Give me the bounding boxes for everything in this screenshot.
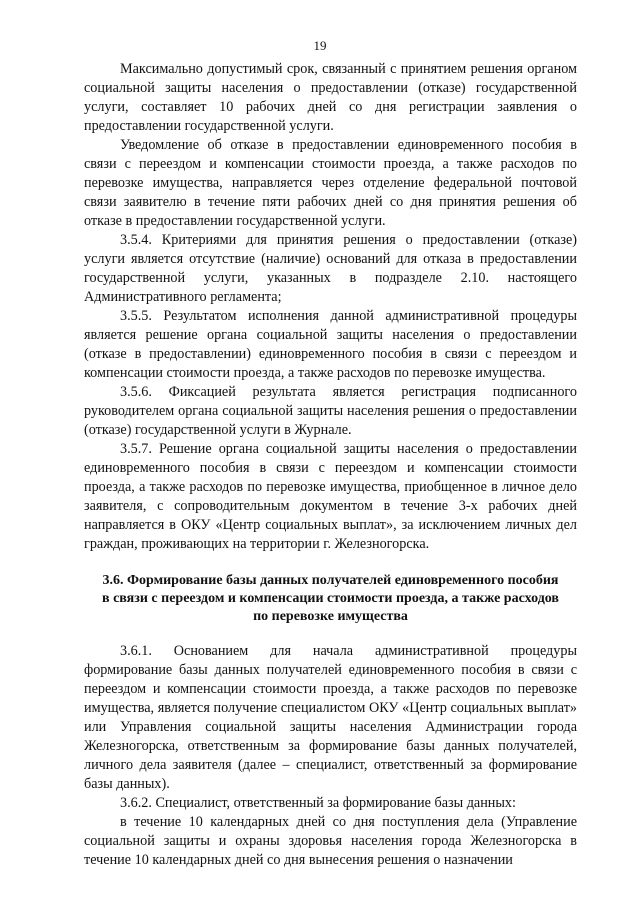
document-body	[84, 60, 577, 870]
paragraph-refusal-notice: Уведомление об отказе в предоставлении единовременного пособия в связи с переездом и компенсации стоимости проезда, а также расходов по перевозке имущества, направляется через отделение федеральной почтовой связи заявителю в течение пяти рабочих дней со дня принятия решения об отказе в предоставлении государственной услуги.	[84, 137, 577, 229]
paragraph-3-5-6: 3.5.6. Фиксацией результата является регистрация подписанного руководителем органа социальной защиты населения решения о предоставлении (отказе) государственной услуги в Журнале.	[84, 384, 577, 438]
page-number: 19	[313, 38, 327, 53]
paragraph-3-6-2-item: в течение 10 календарных дней со дня поступления дела (Управление социальной защиты и охраны здоровья населения города Железногорска в течение 10 календарных дней со дня вынесения решения о назначении	[84, 814, 577, 868]
paragraph-3-6-1: 3.6.1. Основанием для начала административной процедуры формирование базы данных получателей единовременного пособия в связи с переездом и компенсации стоимости проезда, а также расходов по перевозке имущества, является получение специалистом ОКУ «Центр социальных выплат» или Управления социальной защиты населения Администрации города Железногорска, ответственным за формирование базы данных получателей, личного дела заявителя (далее – специалист, ответственный за формирование базы данных).	[84, 643, 577, 792]
paragraph-3-5-5: 3.5.5. Результатом исполнения данной административной процедуры является решение органа социальной защиты населения о предоставлении (отказе в предоставлении) единовременного пособия в связи с переездом и компенсации стоимости проезда, а также расходов по перевозке имущества.	[84, 308, 577, 381]
paragraph-3-5-7: 3.5.7. Решение органа социальной защиты населения о предоставлении единовременного пособия в связи с переездом и компенсации стоимости проезда, а также расходов по перевозке имущества, приобщенное в личное дело заявителя, с сопроводительным документом в течение 3-х рабочих дней направляется в ОКУ «Центр социальных выплат», за исключением личных дел граждан, проживающих на территории г. Железногорска.	[84, 441, 577, 552]
paragraph-max-term: Максимально допустимый срок, связанный с принятием решения органом социальной защиты населения о предоставлении (отказе) государственной услуги, составляет 10 рабочих дней со дня регистрации заявления о предоставлении государственной услуги.	[84, 61, 577, 134]
paragraph-3-5-4: 3.5.4. Критериями для принятия решения о предоставлении (отказе) услуги является отсутствие (наличие) оснований для отказа в предоставлении государственной услуги, указанных в подразделе 2.10. настоящего Административного регламента;	[84, 232, 577, 305]
paragraph-3-6-2: 3.6.2. Специалист, ответственный за формирование базы данных:	[120, 795, 516, 811]
section-heading-3-6: 3.6. Формирование базы данных получателей единовременного пособия в связи с переездом и компенсации стоимости проезда, а также расходов по перевозке имущества	[102, 573, 559, 624]
